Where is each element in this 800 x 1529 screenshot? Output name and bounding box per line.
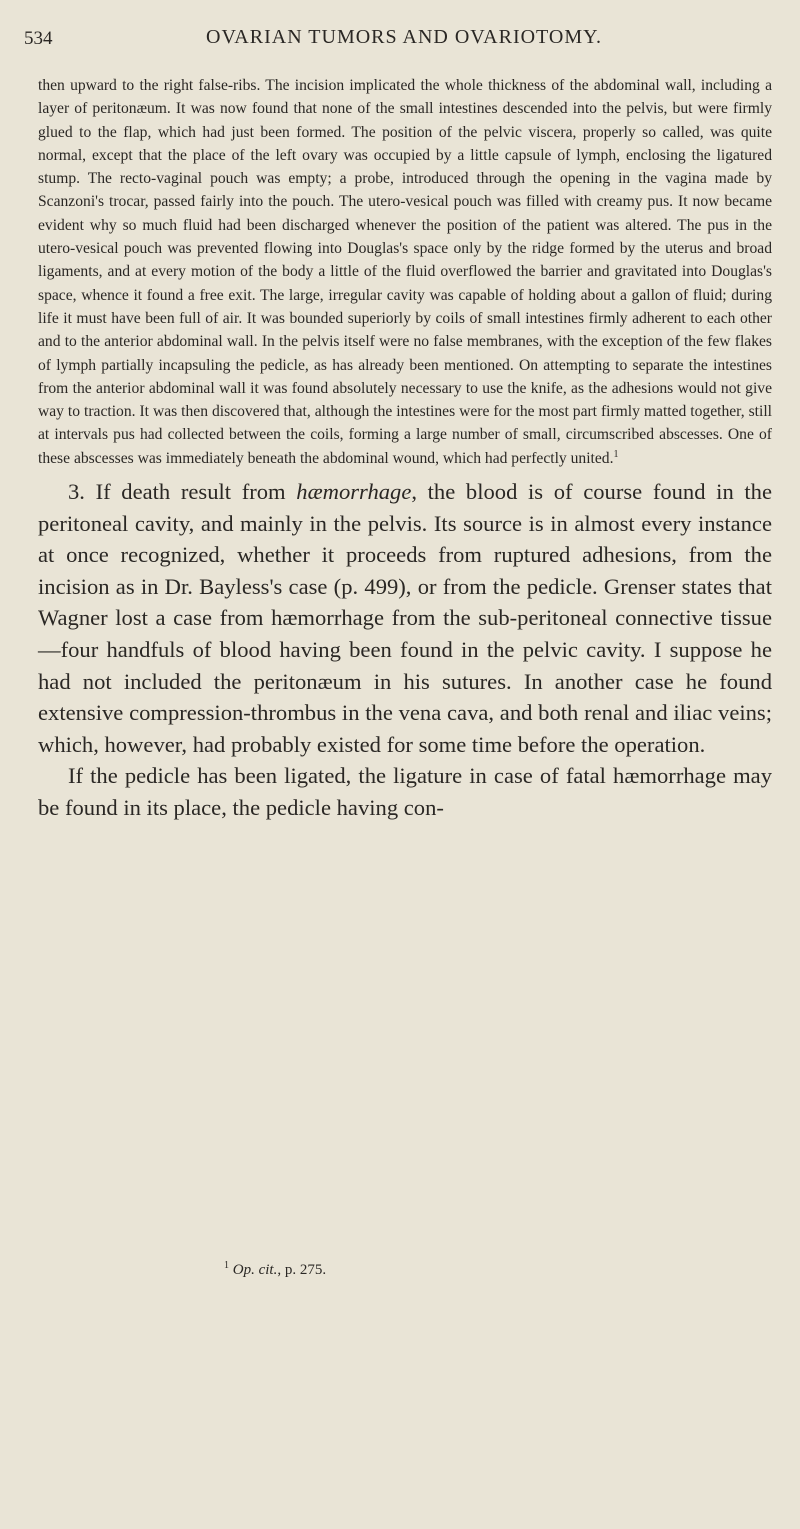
footnote-page: , p. 275.: [277, 1262, 327, 1278]
paragraph-haemorrhage: [38, 476, 772, 760]
footnote-marker: 1: [224, 1260, 229, 1271]
paragraph-text: then upward to the right false-ribs. The incision implicated the whole thickness of the abdominal wall, including a layer of peritonæum. It was now found that none of the small intestines descended into the pelvis, but were firmly glued to the flap, which had just been formed. The position of the pelvic viscera, properly so called, was quite normal, except that the place of the left ovary was occupied by a little capsule of lymph, enclosing the ligatured stump. The recto-vaginal pouch was empty; a probe, introduced through the opening in the vagina made by Scanzoni's trocar, passed fairly into the pouch. The utero-vesical pouch was filled with creamy pus. It now became evident why so much fluid had been discharged whenever the position of the patient was altered. The pus in the utero-vesical pouch was prevented flowing into Douglas's space only by the ridge formed by the uterus and broad ligaments, and at every motion of the body a little of the fluid overflowed the barrier and gravitated into Douglas's space, whence it found a free exit. The large, irregular cavity was capable of holding about a gallon of fluid; during life it must have been full of air. It was bounded superiorly by coils of small intestines firmly adherent to each other and to the anterior abdominal wall. In the pelvis itself were no false membranes, with the exception of the few flakes of lymph partially incapsuling the pedicle, as has already been mentioned. On attempting to separate the intestines from the anterior abdominal wall it was found absolutely necessary to use the knife, as the adhesions would not give way to traction. It was then discovered that, although the intestines were for the most part firmly matted together, still at intervals pus had collected between the coils, forming a large number of small, circumscribed abscesses. One of these abscesses was immediately beneath the abdominal wound, which had perfectly united.: [38, 77, 772, 467]
paragraph-case-narrative: [38, 74, 772, 470]
footnote-citation: Op. cit.: [232, 1262, 278, 1278]
footnote-reference: 1: [613, 448, 619, 460]
page-number: 534: [24, 28, 53, 49]
paragraph-lead: 3. If death result from: [68, 479, 297, 505]
page-header: [24, 22, 784, 58]
paragraph-ligature: If the pedicle has been ligated, the ligature in case of fatal hæmorrhage may be found in its place, the pedicle having con-: [38, 763, 772, 820]
running-head: OVARIAN TUMORS AND OVARIOTOMY.: [206, 26, 602, 48]
footnote: [224, 1262, 744, 1279]
italic-term: hæmorrhage: [296, 479, 412, 505]
page-body: [38, 74, 772, 824]
paragraph-text: , the blood is of course found in the peritoneal cavity, and mainly in the pelvis. Its source is in almost every instance at once recognized, whether it proceeds from ruptured adhesions, from the incision as in Dr. Bayless's case (p. 499), or from the pedicle. Grenser states that Wagner lost a case from hæmorrhage from the sub-peritoneal connective tissue—four handfuls of blood having been found in the pelvic cavity. I suppose he had not included the peritonæum in his sutures. In another case he found extensive compression-thrombus in the vena cava, and both renal and iliac veins; which, however, had probably existed for some time before the operation.: [38, 479, 772, 757]
